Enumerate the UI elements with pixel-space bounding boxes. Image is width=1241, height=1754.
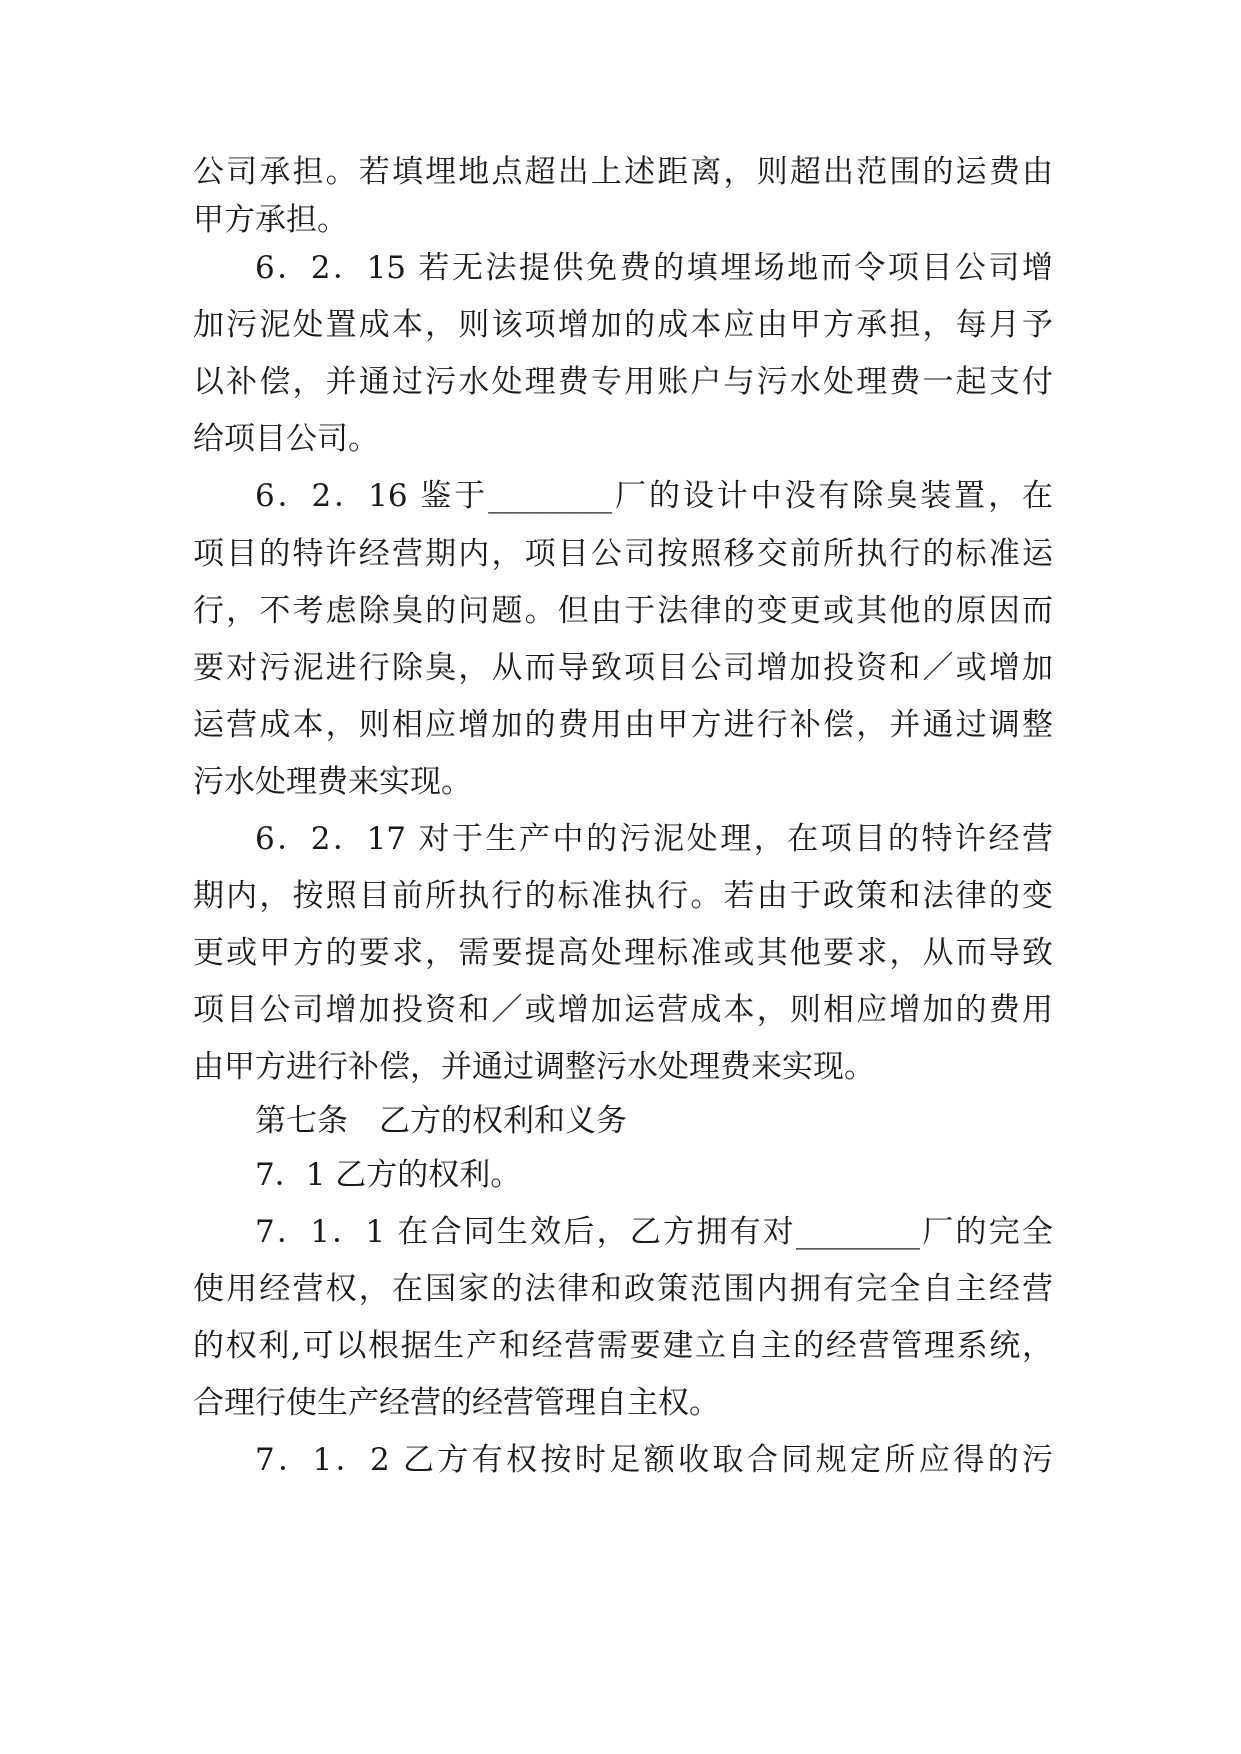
text-line: 更或甲方的要求，需要提高处理标准或其他要求，从而导致 — [193, 935, 1053, 971]
text-line: 污水处理费来实现。 — [193, 764, 472, 800]
article-heading: 第七条 乙方的权利和义务 — [255, 1103, 627, 1139]
text-line: 要对污泥进行除臭，从而导致项目公司增加投资和／或增加 — [193, 650, 1053, 686]
text-line: 以补偿，并通过污水处理费专用账户与污水处理费一起支付 — [193, 364, 1053, 400]
text-line: 行，不考虑除臭的问题。但由于法律的变更或其他的原因而 — [193, 593, 1053, 629]
text-line: 使用经营权，在国家的法律和政策范围内拥有完全自主经营 — [193, 1271, 1053, 1307]
text-line: 给项目公司。 — [193, 421, 379, 457]
text-line: 甲方承担。 — [193, 202, 348, 238]
text-line: 的权利,可以根据生产和经营需要建立自主的经营管理系统， — [193, 1328, 1053, 1364]
text-line: 期内，按照目前所执行的标准执行。若由于政策和法律的变 — [193, 878, 1053, 914]
text-line: 6．2．15 若无法提供免费的填埋场地而令项目公司增 — [255, 250, 1053, 286]
text-line: 公司承担。若填埋地点超出上述距离，则超出范围的运费由 — [193, 154, 1053, 190]
text-line: 6．2．17 对于生产中的污泥处理，在项目的特许经营 — [255, 821, 1053, 857]
text-line: 项目公司增加投资和／或增加运营成本，则相应增加的费用 — [193, 992, 1053, 1028]
text-line: 加污泥处置成本，则该项增加的成本应由甲方承担，每月予 — [193, 307, 1053, 343]
section-heading: 7．1 乙方的权利。 — [255, 1157, 522, 1193]
text-line: 运营成本，则相应增加的费用由甲方进行补偿，并通过调整 — [193, 707, 1053, 743]
text-line: 6．2．16 鉴于________厂的设计中没有除臭装置，在 — [255, 478, 1053, 514]
text-line: 7．1．2 乙方有权按时足额收取合同规定所应得的污 — [255, 1442, 1053, 1478]
text-line: 合理行使生产经营的经营管理自主权。 — [193, 1385, 720, 1421]
text-line: 7．1．1 在合同生效后，乙方拥有对________厂的完全 — [255, 1214, 1053, 1250]
text-line: 由甲方进行补偿，并通过调整污水处理费来实现。 — [193, 1049, 875, 1085]
text-line: 项目的特许经营期内，项目公司按照移交前所执行的标准运 — [193, 536, 1053, 572]
